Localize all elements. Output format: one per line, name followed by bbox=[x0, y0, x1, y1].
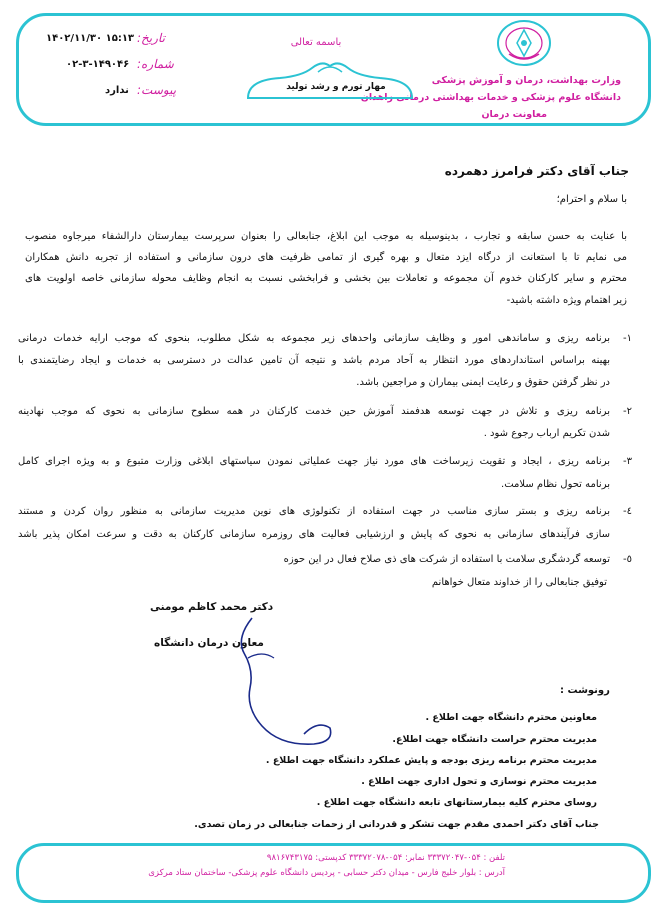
stamp-slogan: مهار تورم و رشد تولید bbox=[286, 82, 386, 92]
item-text: بهینه براساس استانداردهای مورد انتظار به آحاد مردم باشد و نتیجه آن تامین عدالت در دسترسی به خدمات و ایجاد رضایتمندی با bbox=[18, 355, 610, 366]
item-text: برنامه ریزی و ساماندهی امور و وظایف سازمانی واحدهای زیر مجموعه به شکل مطلوب، بنحوی که موجب ارایه خدمات درمانی bbox=[18, 333, 610, 344]
cc-line: جناب آقای دکتر احمدی مقدم جهت تشکر و قدردانی از زحمات جنابعالی در زمان تصدی. bbox=[194, 819, 599, 830]
item-number: ٤- bbox=[623, 506, 632, 517]
signer-title: معاون درمان دانشگاه bbox=[154, 637, 264, 649]
item-text: برنامه ریزی و بستر سازی مناسب در جهت استفاده از تکنولوژی های نوین مدیریت سازمانی به منظور روان کردن و مستند bbox=[18, 506, 610, 517]
department-name: معاونت درمان bbox=[481, 109, 547, 120]
cc-line: روسای محترم کلیه بیمارستانهای تابعه دانشگاه جهت اطلاع . bbox=[316, 797, 597, 808]
item-text: شدن تکریم ارباب رجوع شود . bbox=[483, 428, 610, 439]
ministry-name: وزارت بهداشت، درمان و آموزش پزشکی bbox=[431, 75, 621, 86]
closing: توفیق جنابعالی را از خداوند متعال خواهانم bbox=[431, 577, 607, 588]
number-label: شماره: bbox=[137, 57, 174, 71]
recipient: جناب آقای دکتر فرامرز دهمرده bbox=[444, 164, 629, 178]
intro-line: می نمایم تا با استعانت از درگاه ایزد متعال و بهره گیری از تمامی ظرفیت های درون سازمانی و استفاده از تجربه دانش همکاران bbox=[25, 252, 627, 263]
attachment-label: پیوست: bbox=[137, 83, 177, 97]
cc-line: معاونین محترم دانشگاه جهت اطلاع . bbox=[425, 712, 597, 723]
attachment-value: ندارد bbox=[105, 85, 129, 96]
item-text: برنامه ریزی ، ایجاد و تقویت زیرساخت های مورد نیاز جهت عملیاتی نمودن سیاستهای ابلاغی وزارت متبوع و به ویژه اجرای کامل bbox=[18, 456, 610, 467]
signature-icon bbox=[222, 608, 362, 758]
item-number: ٥- bbox=[623, 554, 632, 565]
university-name: دانشگاه علوم پزشکی و خدمات بهداشتی درمانی زاهدان bbox=[360, 92, 621, 103]
item-number: ۳- bbox=[623, 456, 632, 467]
footer-contact: تلفن : ۰۵۴-۳۳۳۷۲۰۴۷ نمابر: ۰۵۴-۳۳۳۷۲۰۷۸ کدپستی: ۹۸۱۶۷۴۳۱۷۵ bbox=[266, 853, 505, 863]
item-number: ۱- bbox=[623, 333, 632, 344]
item-text: توسعه گردشگری سلامت با استفاده از شرکت های ذی صلاح فعال در این حوزه bbox=[283, 554, 610, 565]
bismillah-text: باسمه تعالی bbox=[290, 37, 342, 48]
item-text: برنامه تحول نظام سلامت. bbox=[501, 479, 610, 490]
date-value: ۱۵:۱۳ ۱۴۰۲/۱۱/۳۰ bbox=[46, 33, 135, 44]
intro-line: زیر اهتمام ویژه داشته باشید- bbox=[506, 295, 627, 306]
item-text: در نظر گرفتن حقوق و رعایت ایمنی بیماران و مراجعین باشد. bbox=[356, 377, 610, 388]
item-text: برنامه ریزی و تلاش در جهت توسعه هدفمند آموزش حین خدمت کارکنان در همه سطوح سازمانی به نحوی که موجب نهادینه bbox=[18, 406, 610, 417]
cc-line: مدیریت محترم برنامه ریزی بودجه و پایش عملکرد دانشگاه جهت اطلاع . bbox=[265, 755, 597, 766]
stamp-ornament-icon bbox=[240, 58, 420, 104]
cc-title: رونوشت : bbox=[560, 685, 610, 696]
greeting: با سلام و احترام؛ bbox=[556, 194, 627, 205]
number-value: ۰۲-۳-۱۴۹۰۴۶ bbox=[66, 59, 130, 70]
signer-name: دکتر محمد کاظم مومنی bbox=[150, 601, 274, 613]
university-logo-icon bbox=[495, 18, 553, 68]
cc-line: مدیریت محترم نوسازی و تحول اداری جهت اطلاع . bbox=[361, 776, 597, 787]
item-number: ۲- bbox=[623, 406, 632, 417]
intro-line: با عنایت به حسن سابقه و تجارب ، بدینوسیله به موجب این ابلاغ، جنابعالی را بعنوان سرپرست بیمارستان دارالشفاء میرجاوه منصوب bbox=[25, 231, 627, 242]
item-text: سازی فرآیندهای سازمانی به نحوی که پایش و ارزشیابی فعالیت های روزمره سازمانی کارکنان به دقت و سرعت امکان پذیر باشد bbox=[18, 529, 610, 540]
date-label: تاریخ: bbox=[137, 31, 165, 45]
cc-line: مدیریت محترم حراست دانشگاه جهت اطلاع. bbox=[392, 734, 597, 745]
intro-line: محترم و سایر کارکنان خدوم آن مجموعه و تعاملات بین بخشی و فرابخشی نسبت به انجام وظایف محوله سازمانی خاصه اولویت های bbox=[25, 273, 627, 284]
footer-address: آدرس : بلوار خلیج فارس - میدان دکتر حسابی - پردیس دانشگاه علوم پزشکی- ساختمان ستاد مرکزی bbox=[148, 868, 505, 878]
